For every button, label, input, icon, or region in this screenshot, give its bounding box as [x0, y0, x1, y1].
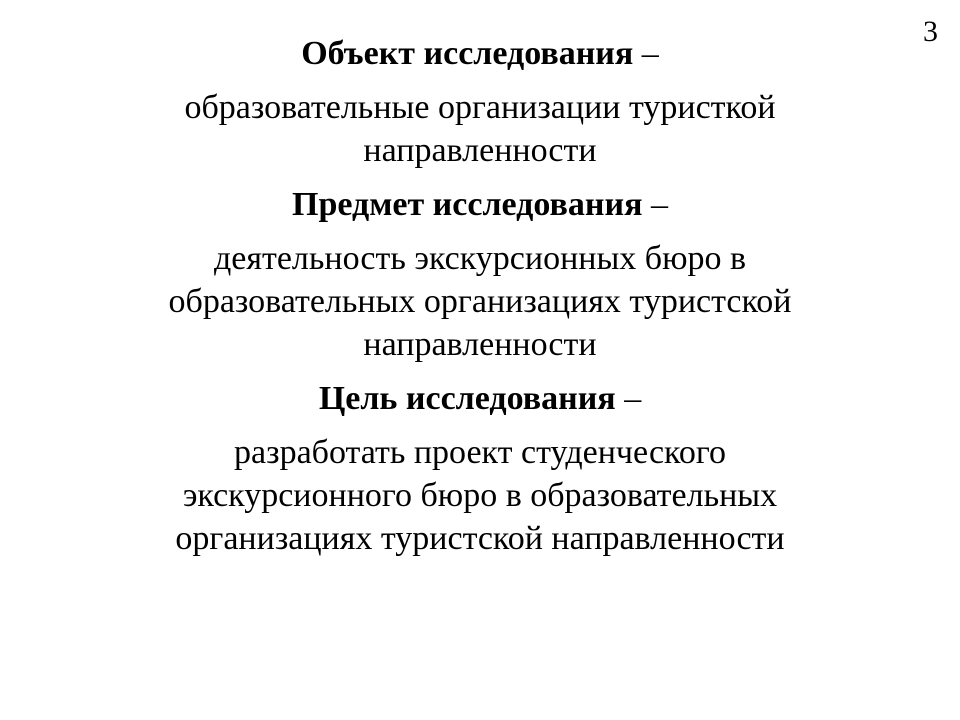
subject-heading-term: Предмет исследования: [292, 186, 643, 223]
object-description-line: образовательные организации туристкой: [184, 89, 776, 126]
subject-description-line: деятельность экскурсионных бюро в: [213, 240, 747, 277]
subject-heading-dash: –: [642, 186, 668, 223]
subject-description-line: образовательных организациях туристской: [168, 283, 792, 320]
page-number: 3: [923, 15, 938, 48]
goal-description-line: экскурсионного бюро в образовательных: [182, 477, 778, 514]
subject-description: [40, 237, 920, 366]
object-heading-dash: –: [633, 35, 659, 72]
object-heading-term: Объект исследования: [301, 35, 634, 72]
subject-heading: [40, 183, 920, 226]
object-heading: [40, 32, 920, 75]
slide-content: [40, 30, 920, 571]
goal-heading-dash: –: [615, 380, 642, 417]
object-description-line: направленности: [363, 132, 597, 169]
object-description: [40, 86, 920, 172]
goal-description-line: организациях туристской направленности: [175, 520, 785, 557]
goal-heading-term: Цель исследования: [318, 380, 616, 417]
goal-description-line: разработать проект студенческого: [234, 434, 726, 471]
goal-description: [40, 431, 920, 560]
subject-description-line: направленности: [363, 326, 597, 363]
goal-heading: [40, 377, 920, 420]
